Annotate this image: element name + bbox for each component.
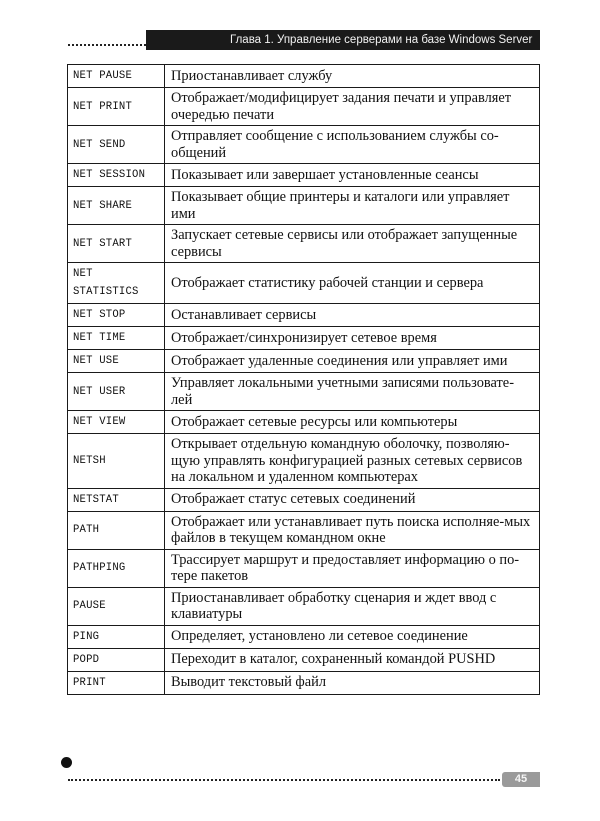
- table-row: [68, 65, 540, 88]
- command-cell: NET START: [68, 225, 165, 263]
- command-cell: NET USE: [68, 350, 165, 373]
- description-cell: Показывает или завершает установленные сеансы: [165, 164, 540, 187]
- footer-bullet-icon: [61, 757, 72, 768]
- command-cell: NET TIME: [68, 327, 165, 350]
- description-cell: Определяет, установлено ли сетевое соединение: [165, 625, 540, 648]
- command-cell: NET STOP: [68, 304, 165, 327]
- description-cell: Приостанавливает службу: [165, 65, 540, 88]
- table-row: [68, 434, 540, 489]
- table-row: [68, 263, 540, 304]
- description-cell: Выводит текстовый файл: [165, 671, 540, 694]
- header-dotted-rule: [68, 44, 146, 46]
- command-cell: NET PRINT: [68, 88, 165, 126]
- command-cell: NET VIEW: [68, 411, 165, 434]
- chapter-header: [146, 30, 540, 50]
- command-cell: NET USER: [68, 373, 165, 411]
- description-cell: Отображает удаленные соединения или управляет ими: [165, 350, 540, 373]
- description-cell: Приостанавливает обработку сценария и ждет ввод с клавиатуры: [165, 587, 540, 625]
- command-cell: PING: [68, 625, 165, 648]
- table-row: [68, 511, 540, 549]
- command-cell: PATH: [68, 511, 165, 549]
- description-cell: Отправляет сообщение с использованием службы со-общений: [165, 126, 540, 164]
- table-row: [68, 164, 540, 187]
- command-cell: NET PAUSE: [68, 65, 165, 88]
- table-row: [68, 488, 540, 511]
- table-row: [68, 587, 540, 625]
- table-row: [68, 187, 540, 225]
- description-cell: Отображает/синхронизирует сетевое время: [165, 327, 540, 350]
- footer-dotted-rule: [68, 779, 500, 781]
- table-row: [68, 648, 540, 671]
- description-cell: Отображает статистику рабочей станции и сервера: [165, 263, 540, 304]
- command-cell: NET STATISTICS: [68, 263, 165, 304]
- table-row: [68, 126, 540, 164]
- description-cell: Отображает статус сетевых соединений: [165, 488, 540, 511]
- table-row: [68, 88, 540, 126]
- table-row: [68, 327, 540, 350]
- command-cell: POPD: [68, 648, 165, 671]
- command-cell: PAUSE: [68, 587, 165, 625]
- command-cell: NETSH: [68, 434, 165, 489]
- description-cell: Переходит в каталог, сохраненный командой PUSHD: [165, 648, 540, 671]
- command-cell: NETSTAT: [68, 488, 165, 511]
- description-cell: Запускает сетевые сервисы или отображает запущенные сервисы: [165, 225, 540, 263]
- command-cell: PRINT: [68, 671, 165, 694]
- command-cell: NET SHARE: [68, 187, 165, 225]
- table-row: [68, 304, 540, 327]
- description-cell: Трассирует маршрут и предоставляет информацию о по-тере пакетов: [165, 549, 540, 587]
- table-row: [68, 350, 540, 373]
- chapter-title: Глава 1. Управление серверами на базе Windows Server: [230, 34, 533, 46]
- description-cell: Отображает или устанавливает путь поиска исполняе-мых файлов в текущем командном окне: [165, 511, 540, 549]
- description-cell: Отображает/модифицирует задания печати и управляет очередью печати: [165, 88, 540, 126]
- table-row: [68, 625, 540, 648]
- description-cell: Отображает сетевые ресурсы или компьютеры: [165, 411, 540, 434]
- description-cell: Открывает отдельную командную оболочку, позволяю-щую управлять конфигурацией разных сетевых сервисов на локальном и удаленном компьютерах: [165, 434, 540, 489]
- command-cell: NET SESSION: [68, 164, 165, 187]
- command-cell: PATHPING: [68, 549, 165, 587]
- description-cell: Управляет локальными учетными записями пользовате-лей: [165, 373, 540, 411]
- table-row: [68, 373, 540, 411]
- table-row: [68, 411, 540, 434]
- command-table-body: [68, 65, 540, 695]
- table-row: [68, 225, 540, 263]
- page-number: 45: [502, 772, 540, 787]
- table-row: [68, 671, 540, 694]
- command-cell: NET SEND: [68, 126, 165, 164]
- description-cell: Останавливает сервисы: [165, 304, 540, 327]
- table-row: [68, 549, 540, 587]
- description-cell: Показывает общие принтеры и каталоги или управляет ими: [165, 187, 540, 225]
- command-table: [67, 64, 540, 695]
